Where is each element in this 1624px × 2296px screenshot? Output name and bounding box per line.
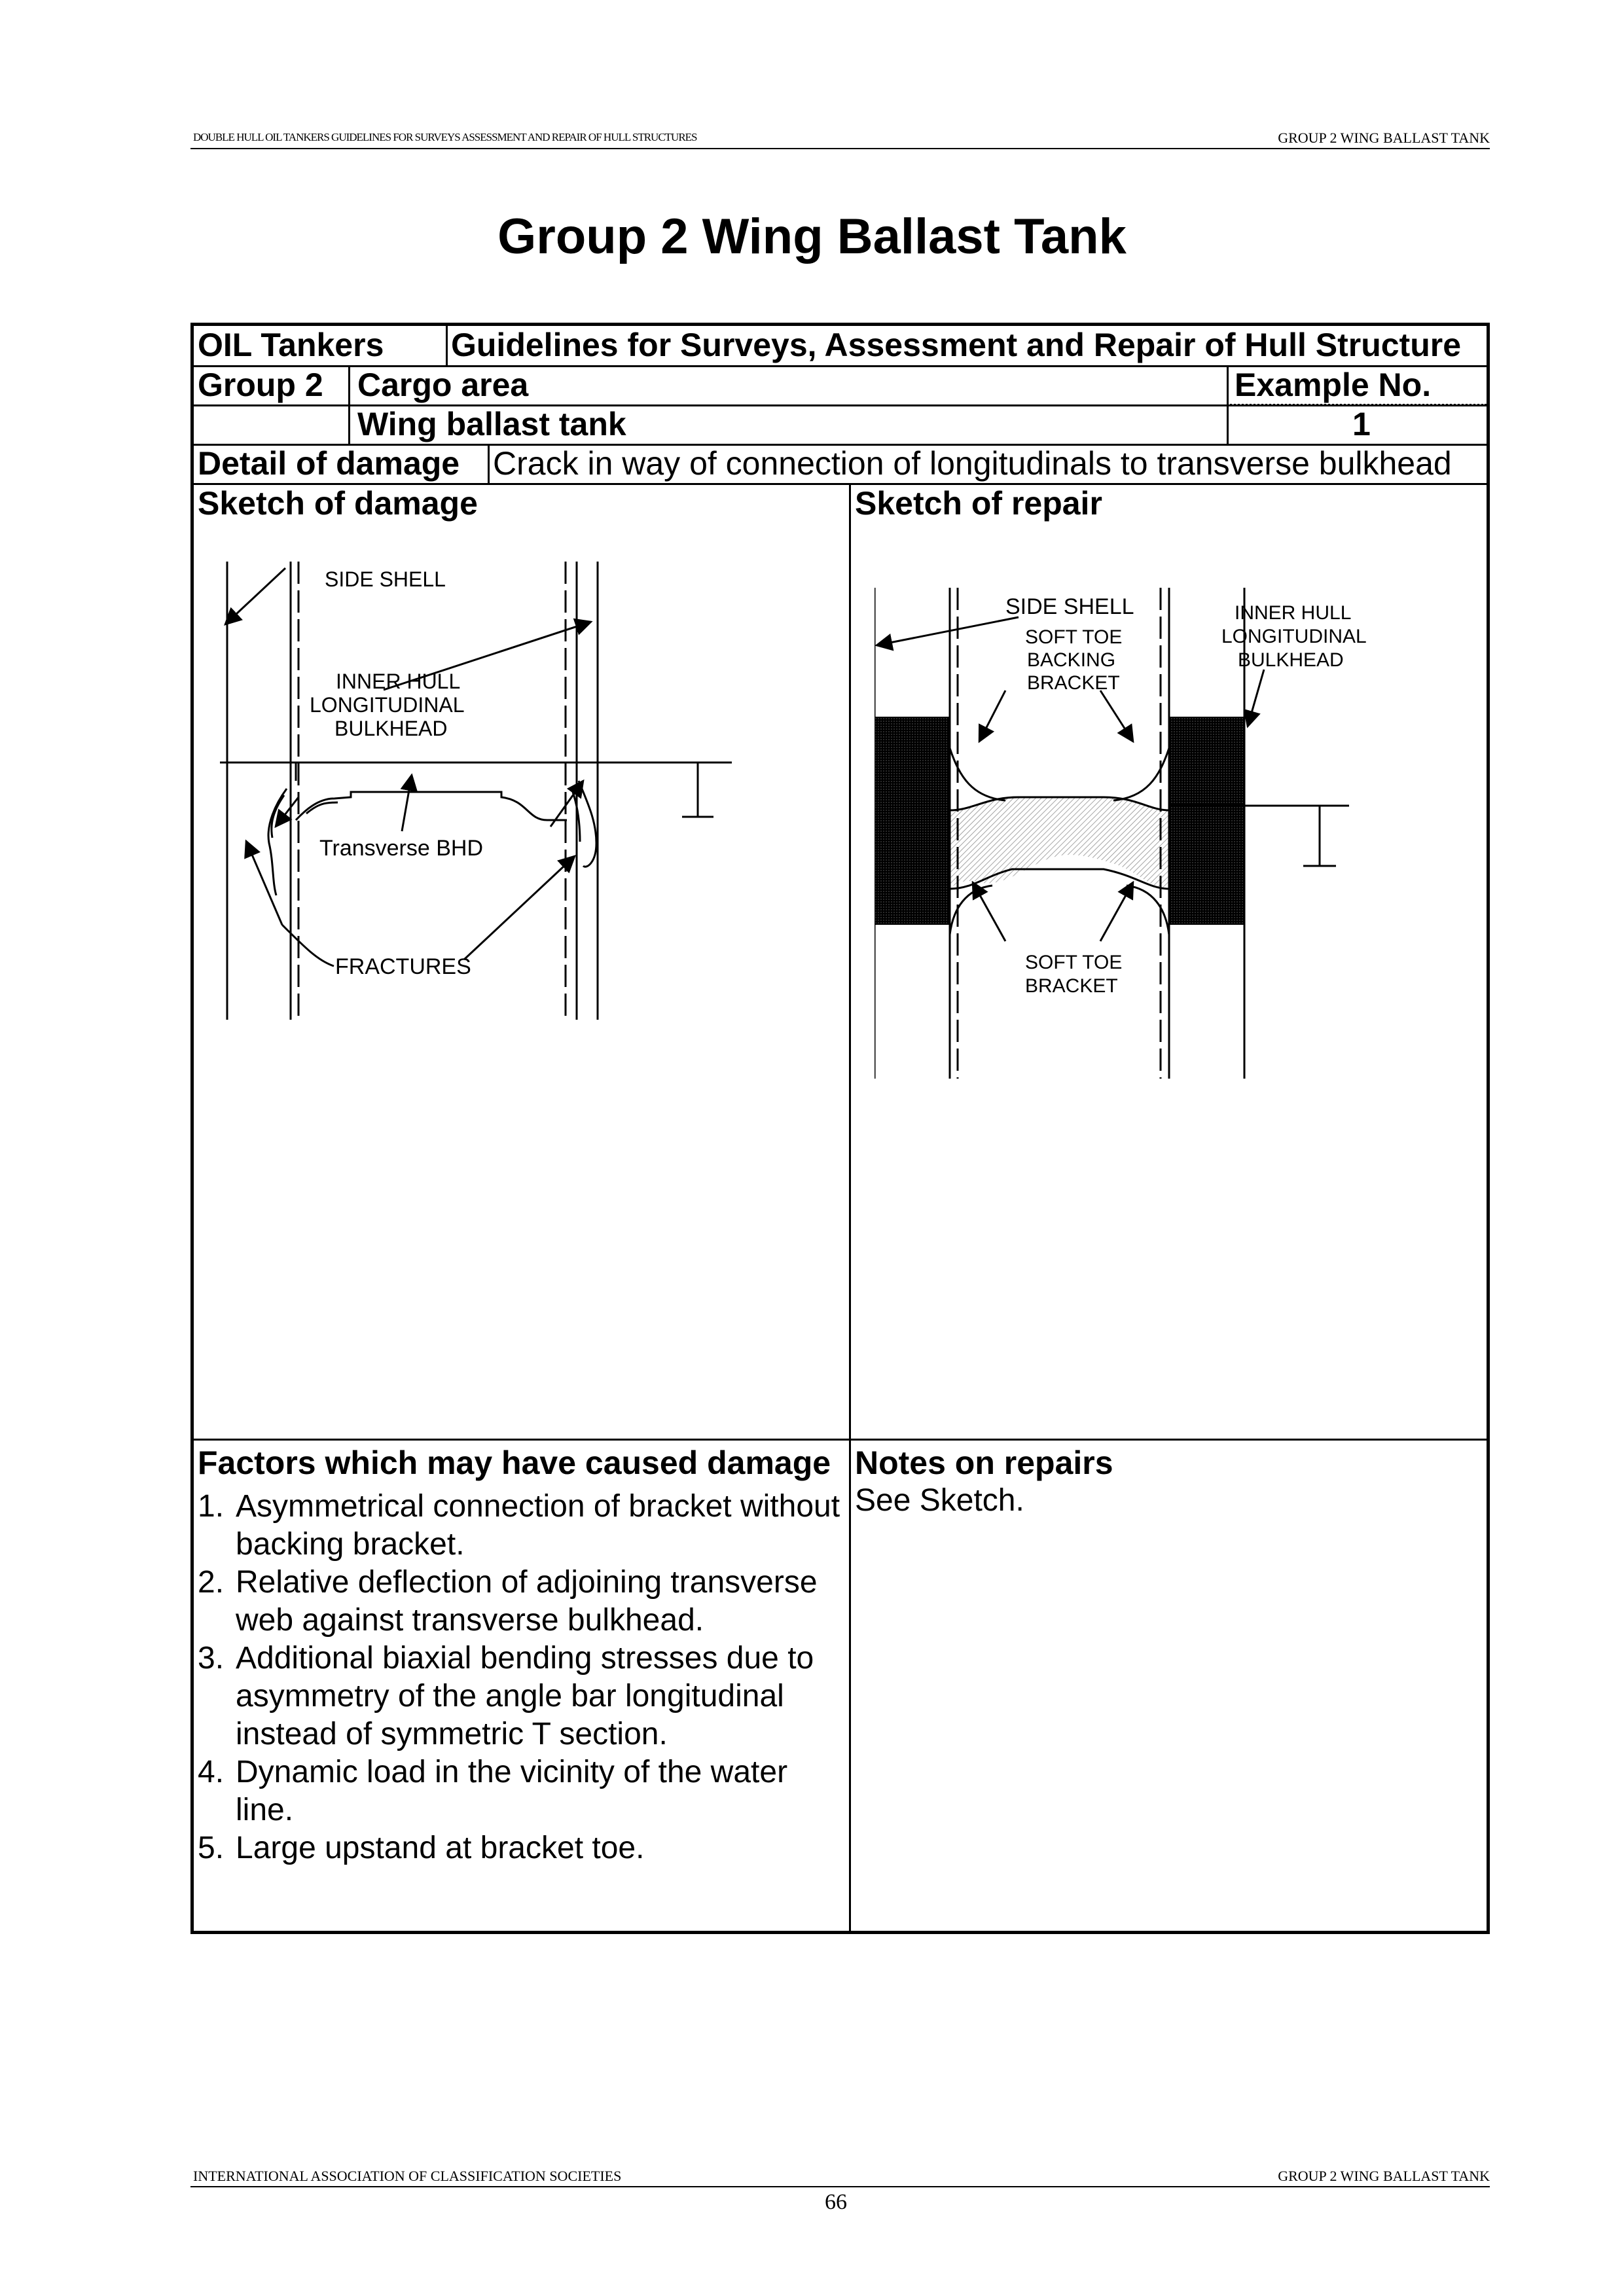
repair-soft-toe-bracket-label-2: BRACKET — [1025, 975, 1118, 997]
repair-soft-toe-label-1: SOFT TOE — [1025, 626, 1123, 648]
repair-soft-toe-label-3: BRACKET — [1027, 672, 1120, 694]
sketch-repair-label: Sketch of repair — [855, 485, 1102, 522]
repair-side-shell-label: SIDE SHELL — [1005, 594, 1134, 619]
area-cell: Cargo area — [357, 367, 529, 403]
damage-inner-hull-label-3: BULKHEAD — [334, 717, 448, 740]
running-header-right: GROUP 2 WING BALLAST TANK — [1278, 130, 1490, 146]
factors-list — [198, 1488, 846, 1867]
sketch-damage-label: Sketch of damage — [198, 485, 478, 522]
damage-side-shell-label: SIDE SHELL — [325, 567, 446, 591]
factor-item: 1. Asymmetrical connection of bracket without backing bracket. — [198, 1489, 840, 1562]
page-number: 66 — [825, 2190, 847, 2214]
repair-sketch — [875, 581, 1411, 1092]
running-header-left: DOUBLE HULL OIL TANKERS GUIDELINES FOR SURVEYS ASSESSMENT AND REPAIR OF HULL STRUCTURES — [193, 131, 697, 143]
damage-form — [190, 323, 1490, 1934]
running-footer-right: GROUP 2 WING BALLAST TANK — [1278, 2168, 1490, 2184]
side-shell-insert — [875, 717, 950, 924]
page-title: Group 2 Wing Ballast Tank — [497, 209, 1127, 264]
running-footer-left: INTERNATIONAL ASSOCIATION OF CLASSIFICATION SOCIETIES — [193, 2168, 622, 2184]
factor-item: 5. Large upstand at bracket toe. — [198, 1831, 645, 1865]
inner-hull-insert — [1169, 717, 1244, 924]
repair-soft-toe-bracket-label-1: SOFT TOE — [1025, 952, 1123, 973]
repair-inner-hull-label-1: INNER HULL — [1235, 602, 1352, 624]
repair-soft-toe-label-2: BACKING — [1027, 649, 1116, 671]
factor-item: 4. Dynamic load in the vicinity of the water line. — [198, 1755, 788, 1827]
location-cell: Wing ballast tank — [357, 406, 626, 442]
damage-sketch — [220, 555, 757, 1052]
guidelines-cell: Guidelines for Surveys, Assessment and Repair of Hull Structure — [451, 327, 1462, 363]
longitudinal-web — [950, 797, 1169, 889]
damage-fractures-label: FRACTURES — [335, 954, 471, 979]
repair-inner-hull-label-2: LONGITUDINAL — [1221, 626, 1367, 647]
factor-item: 3. Additional biaxial bending stresses due to asymmetry of the angle bar longitudinal instead of symmetric T section. — [198, 1641, 814, 1751]
repair-inner-hull-label-3: BULKHEAD — [1238, 649, 1344, 671]
oil-tankers-cell: OIL Tankers — [198, 327, 384, 363]
factor-item: 2. Relative deflection of adjoining transverse web against transverse bulkhead. — [198, 1565, 818, 1638]
example-number: 1 — [1352, 406, 1371, 442]
factors-label: Factors which may have caused damage — [198, 1444, 831, 1481]
notes-label: Notes on repairs — [855, 1444, 1113, 1481]
damage-inner-hull-label-2: LONGITUDINAL — [310, 693, 465, 717]
example-label: Example No. — [1235, 367, 1432, 403]
detail-value: Crack in way of connection of longitudinals to transverse bulkhead — [493, 445, 1452, 482]
detail-label: Detail of damage — [198, 445, 460, 482]
damage-inner-hull-label-1: INNER HULL — [336, 670, 461, 693]
group-cell: Group 2 — [198, 367, 323, 403]
header-rule — [190, 148, 1490, 149]
footer-rule — [190, 2186, 1490, 2187]
notes-value: See Sketch. — [855, 1483, 1024, 1518]
damage-transverse-bhd-label: Transverse BHD — [319, 836, 484, 861]
